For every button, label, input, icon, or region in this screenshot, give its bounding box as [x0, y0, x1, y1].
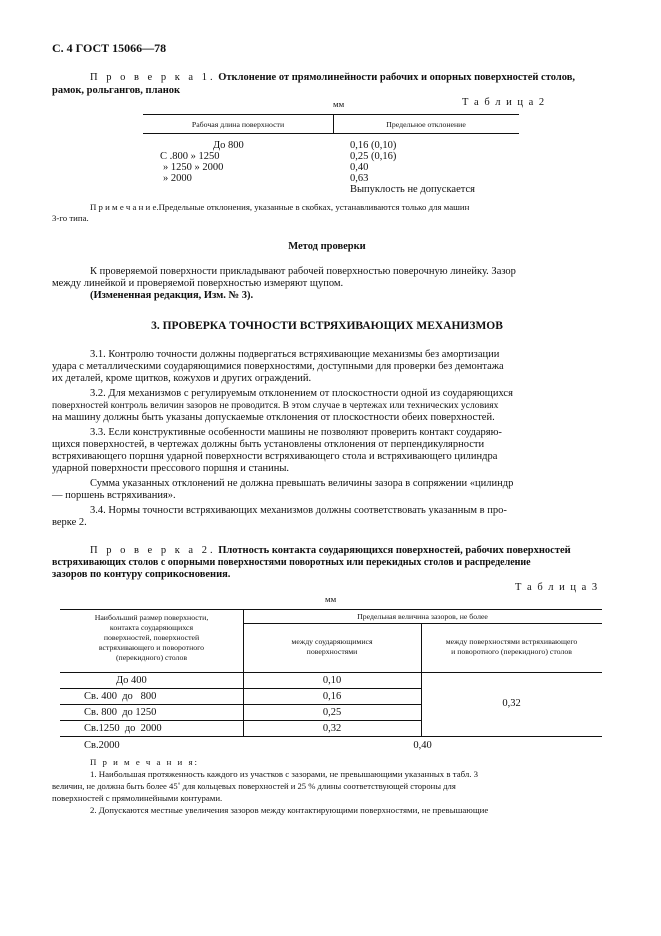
table3-head-group: Предельная величина зазоров, не более — [357, 612, 488, 621]
p33b-line2: — поршень встряхивания». — [52, 490, 176, 501]
p31-line2: удара с металлическими соударяющимися поверхностями, доступными для проверки без демонтажа — [52, 361, 504, 372]
table3-head-col2-l1: между соударяющимися — [291, 637, 373, 646]
table3-row2-gap: 0,16 — [322, 691, 342, 702]
table2-caption: Т а б л и ц а 2 — [462, 97, 546, 108]
table3-row4-size: Св.1250 до 2000 — [84, 723, 162, 734]
check1-title-cont: рамок, рольгангов, планок — [52, 85, 181, 96]
table3-row3-size: Св. 800 до 1250 — [84, 707, 157, 718]
p33-line4: ударной поверхности прессового поршня и станины. — [52, 463, 290, 474]
table3-row1-rule — [60, 688, 421, 689]
note1-line2: 3-го типа. — [52, 213, 89, 223]
section3-title: 3. ПРОВЕРКА ТОЧНОСТИ ВСТРЯХИВАЮЩИХ МЕХАНИЗМОВ — [151, 320, 503, 332]
check2-title: Плотность контакта соударяющихся поверхностей, рабочих поверхностей — [218, 545, 571, 556]
note1-line1: П р и м е ч а н и е.Предельные отклонения, указанные в скобках, устанавливаются только для машин — [90, 202, 470, 212]
notes2-title: П р и м е ч а н и я: — [90, 757, 199, 767]
table3-head-col1-l5: (перекидного) столов — [115, 653, 188, 662]
p34-line2: верке 2. — [52, 517, 87, 528]
table3-row1-gap: 0,10 — [322, 675, 342, 686]
check2-line1 — [90, 545, 571, 557]
table3-head-col2-l2: поверхностями — [306, 647, 358, 656]
table2-row5-value: Выпуклость не допускается — [350, 184, 475, 195]
p32-line3: на машину должны быть указаны допускаемые отклонения от плоскостности обеих поверхностей. — [52, 412, 495, 423]
table2-top-rule — [143, 114, 519, 115]
method-title: Метод проверки — [288, 241, 366, 252]
method-line1: К проверяемой поверхности прикладывают рабочей поверхностью поверочную линейку. Зазор — [90, 266, 516, 277]
notes2-line1: 1. Наибольшая протяженность каждого из участков с зазорами, не превышающими указанных в табл. 3 — [90, 769, 479, 779]
table3-caption: Т а б л и ц а 3 — [515, 582, 599, 593]
page-header: С. 4 ГОСТ 15066—78 — [52, 41, 167, 55]
check2-lead: П р о в е р к а 2. — [90, 545, 216, 556]
table3-unit: мм — [325, 594, 337, 604]
check2-line2: встряхивающих столов с опорными поверхностями поворотных или перекидных столов и распределение — [52, 557, 531, 568]
table3-group-rule — [243, 623, 602, 624]
table3-row3-rule — [60, 720, 421, 721]
table3-head-col3-l2: и поворотного (перекидного) столов — [451, 647, 572, 656]
table3-head-rule — [60, 672, 602, 673]
table2-row4-size: » 2000 — [163, 173, 192, 184]
table3-last-value: 0,40 — [413, 740, 432, 751]
method-line2: между линейкой и проверяемой поверхностью измеряют щупом. — [52, 278, 344, 289]
table2-unit: мм — [333, 99, 345, 109]
p32-line2: поверхностей контроль величин зазоров не проводится. В этом случае в чертежах или технических условиях — [52, 400, 499, 411]
table2-row3-value: 0,40 — [350, 162, 369, 173]
table2-col1-header: Рабочая длина поверхности — [191, 120, 285, 129]
table3-top-rule — [60, 609, 602, 610]
p31-line1: 3.1. Контролю точности должны подвергаться встряхивающие механизмы без амортизации — [90, 349, 500, 360]
table3-head-col1-l2: контакта соударяющихся — [109, 623, 194, 632]
table2-row1-value: 0,16 (0,10) — [350, 140, 397, 151]
p33-line3: встряхивающего поршня ударной поверхности встряхивающего стола и встряхивающего цилиндра — [52, 451, 498, 462]
table2-row2-size: С .800 » 1250 — [160, 151, 220, 162]
check2-line3: зазоров по контуру соприкосновения. — [52, 569, 231, 580]
p31-line3: их деталей, кроме щитков, кожухов и других ограждений. — [52, 373, 312, 384]
p33b-line1: Сумма указанных отклонений не должна превышать величины зазора в сопряжении «цилиндр — [90, 478, 514, 489]
p33-line2: щихся поверхностей, в чертежах должны быть установлены отклонения от перпендикулярности — [52, 439, 485, 450]
notes2-line2: величин, не должна быть более 45˚ для кольцевых поверхностей и 25 % длины соответствующей стороны для — [52, 781, 456, 791]
table3-row3-gap: 0,25 — [322, 707, 342, 718]
check1-title: Отклонение от прямолинейности рабочих и опорных поверхностей столов, — [218, 72, 576, 83]
check1-line1 — [90, 72, 575, 84]
check1-lead: П р о в е р к а 1. — [90, 72, 216, 83]
table3-last-size: Св.2000 — [84, 740, 120, 751]
table3-head-col1-l3: поверхностей, поверхностей — [103, 633, 200, 642]
table2-head-rule — [143, 133, 519, 134]
table3-row4-gap: 0,32 — [322, 723, 342, 734]
table3-row2-rule — [60, 704, 421, 705]
table2-col2-header: Предельное отклонение — [386, 120, 466, 129]
table3-row4-rule — [60, 736, 602, 737]
table2-row4-value: 0,63 — [350, 173, 369, 184]
changed-note: (Измененная редакция, Изм. № 3). — [90, 290, 254, 301]
table2-row2-value: 0,25 (0,16) — [350, 151, 397, 162]
table2-row3-size: » 1250 » 2000 — [163, 162, 224, 173]
p33-line1: 3.3. Если конструктивные особенности машины не позволяют проверить контакт соударяю- — [90, 427, 502, 438]
table3-head-col1-l1: Наибольший размер поверхности, — [94, 613, 209, 622]
table3-row1-size: До 400 — [116, 675, 147, 686]
notes2-line3: поверхностей с прямолинейными контурами. — [52, 793, 223, 803]
table2-row1-size: До 800 — [213, 140, 244, 151]
notes2-line4: 2. Допускаются местные увеличения зазоров между контактирующими поверхностями, не превышающие — [90, 805, 489, 815]
table3-head-col1-l4: встряхивающего и поворотного — [98, 643, 205, 652]
p32-line1: 3.2. Для механизмов с регулируемым отклонением от плоскостности одной из соударяющихся — [90, 388, 513, 399]
p34-line1: 3.4. Нормы точности встряхивающих механизмов должны соответствовать указанным в про- — [90, 505, 507, 516]
table3-row2-size: Св. 400 до 800 — [84, 691, 157, 702]
table3-merged-value: 0,32 — [502, 698, 521, 709]
table3-head-col3-l1: между поверхностями встряхивающего — [445, 637, 578, 646]
